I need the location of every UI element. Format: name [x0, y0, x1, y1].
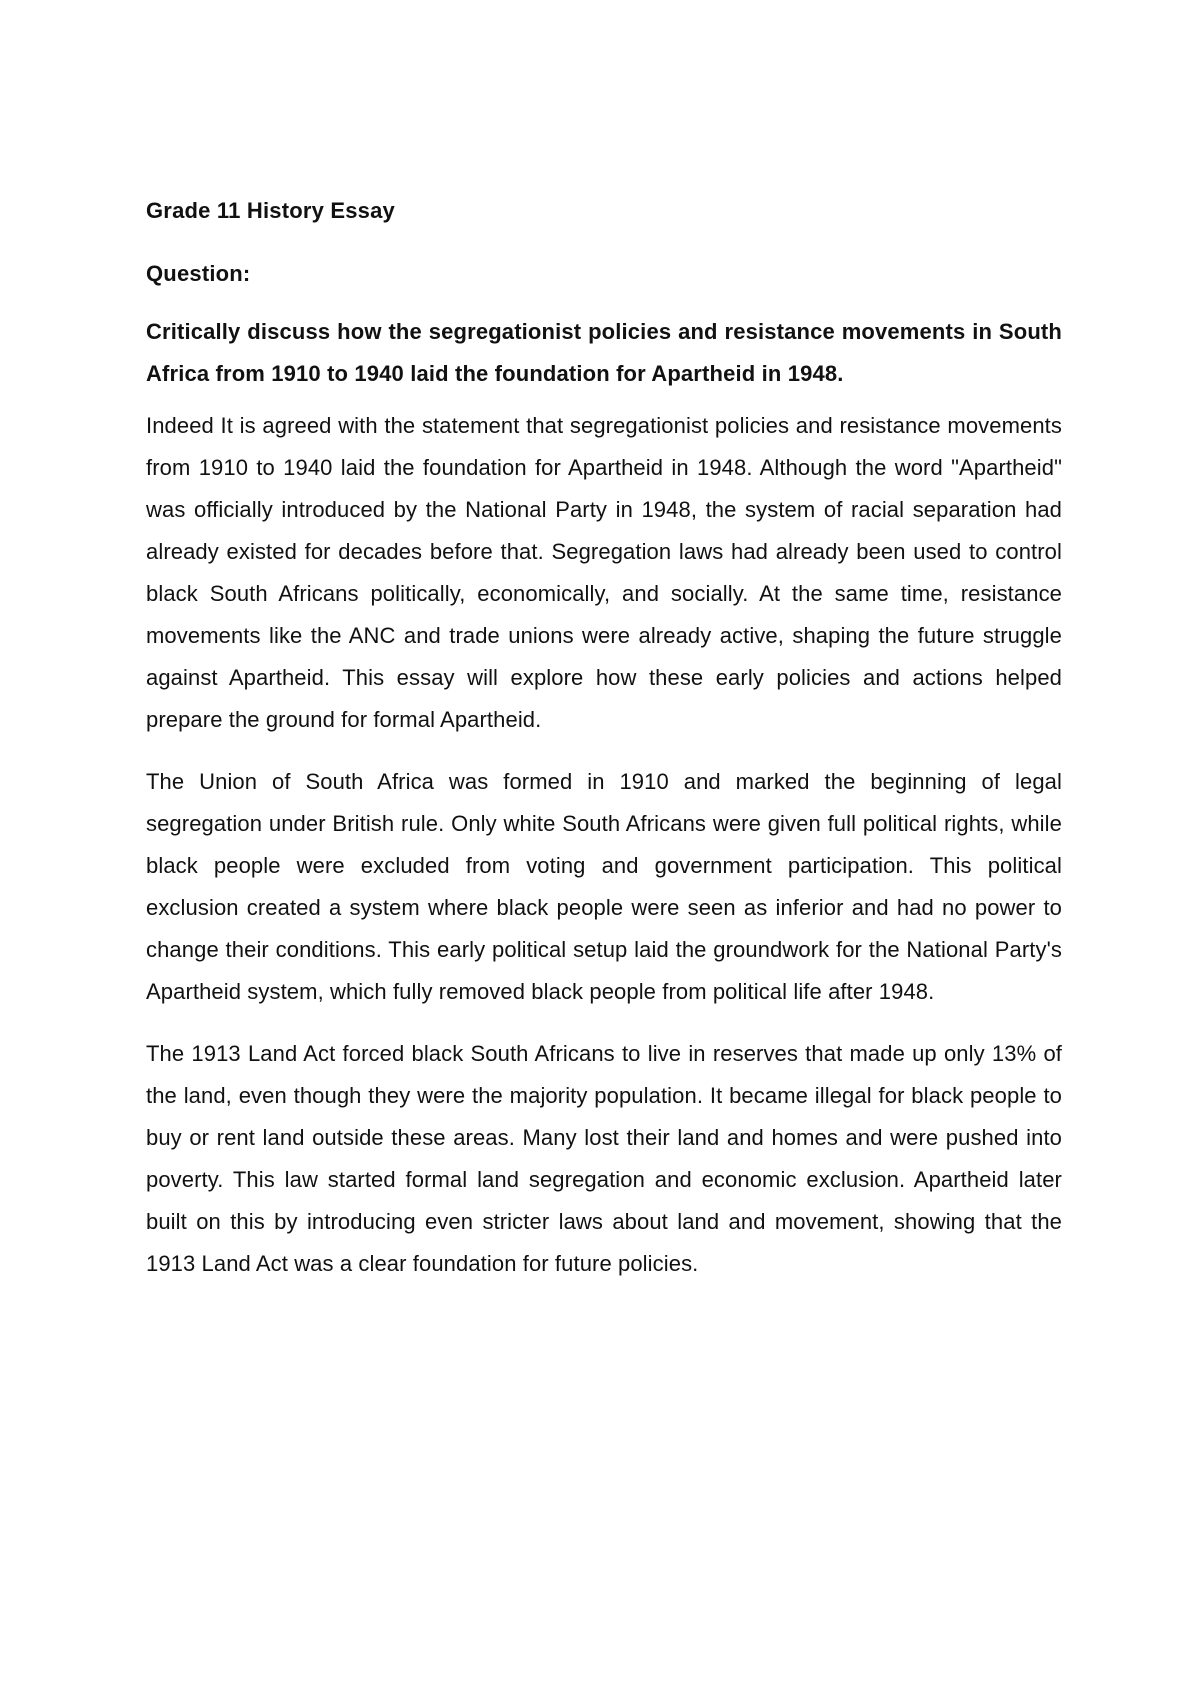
paragraph-land-act-1913: The 1913 Land Act forced black South Africans to live in reserves that made up only 13% of the land, even though they were the majority population. It became illegal for black people to buy or rent land outside these areas. Many lost their land and homes and were pushed into poverty. This law started formal land segregation and economic exclusion. Apartheid later built on this by introducing even stricter laws about land and movement, showing that the 1913 Land Act was a clear foundation for future policies. [146, 1041, 1062, 1276]
document-content [146, 190, 1062, 1305]
question-label: Question: [146, 261, 251, 286]
essay-title: Grade 11 History Essay [146, 198, 395, 223]
paragraph-union-1910: The Union of South Africa was formed in 1910 and marked the beginning of legal segregation under British rule. Only white South Africans were given full political rights, while black people were excluded from voting and government participation. This political exclusion created a system where black people were seen as inferior and had no power to change their conditions. This early political setup laid the groundwork for the National Party's Apartheid system, which fully removed black people from political life after 1948. [146, 769, 1062, 1004]
question-text: Critically discuss how the segregationist policies and resistance movements in South Africa from 1910 to 1940 laid the foundation for Apartheid in 1948. [146, 319, 1062, 386]
paragraph-introduction: Indeed It is agreed with the statement that segregationist policies and resistance movements from 1910 to 1940 laid the foundation for Apartheid in 1948. Although the word "Apartheid" was officially introduced by the National Party in 1948, the system of racial separation had already existed for decades before that. Segregation laws had already been used to control black South Africans politically, economically, and socially. At the same time, resistance movements like the ANC and trade unions were already active, shaping the future struggle against Apartheid. This essay will explore how these early policies and actions helped prepare the ground for formal Apartheid. [146, 413, 1062, 732]
